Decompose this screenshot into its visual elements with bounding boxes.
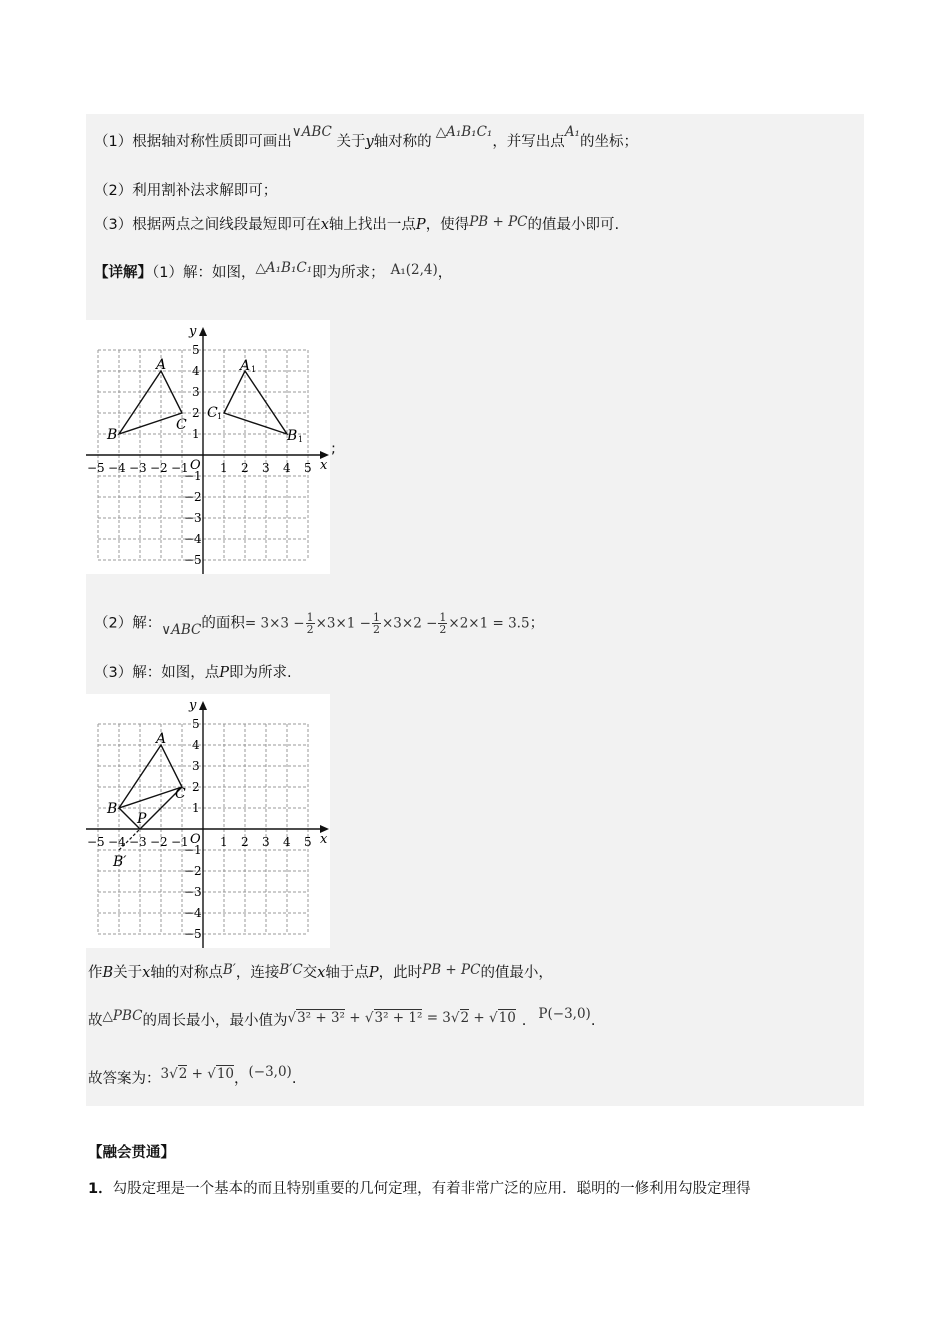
step-number: （1） [94,134,133,150]
operator: + [187,1066,208,1082]
radicand: 3² + 3² [297,1010,345,1026]
tick-label: 5 [304,461,312,475]
math-expression: ×3×2 − [381,615,438,632]
subscript: 1 [217,412,223,421]
tick-label: −1 [171,461,189,475]
math-b-prime-c: B′C [279,962,303,978]
vertex-a-label: A [156,357,167,373]
tick-label: −5 [184,553,202,567]
numerator: 1 [372,611,380,624]
tick-label: 5 [192,343,200,357]
text: 交 [302,965,318,981]
denominator: 2 [306,623,314,636]
question-number: 1． [88,1181,113,1197]
analysis-step-1 [94,124,638,153]
operator: = 3 [422,1010,451,1026]
tick-label: 2 [192,406,200,420]
tick-label: −5 [184,927,202,941]
analysis-step-3 [94,214,619,236]
axis-letter: x [320,217,329,233]
math-expression: ×3×1 − [315,615,371,632]
tick-label: 4 [283,461,291,475]
tick-label: 1 [192,427,200,441]
text: ， [437,265,453,281]
tick-label: −4 [108,835,126,849]
math-triangle-a1b1c1: △A₁B₁C₁ [255,260,313,276]
text: . [291,1071,297,1087]
math-expression: ×2×1 = 3.5 [448,615,530,632]
tick-label: −3 [184,511,202,525]
text: ，连接 [235,965,280,981]
tick-label: −5 [87,461,105,475]
question-1 [88,1178,751,1200]
numerator: 1 [439,611,447,624]
x-axis-label: x [320,458,328,473]
origin-label: O [190,832,201,847]
tick-label: −2 [184,864,202,878]
x-axis-label: x [320,832,328,847]
axis-letter: x [317,965,326,981]
point-letter: B [102,965,114,981]
triangle-abc [119,371,182,434]
detail-label: 【详解】 [94,265,152,281]
tick-label: 4 [192,364,200,378]
trailing-semicolon: ; [331,441,336,457]
radicand: 2 [460,1010,470,1026]
text: 故 [88,1013,103,1029]
point-letter: P [219,665,229,681]
tick-label: −1 [184,843,202,857]
text: ，此时 [378,965,423,981]
text: 的面积 [201,615,245,632]
conclusion-line-3 [88,1064,297,1090]
math-triangle-abc: ∨ABC [161,621,202,638]
text: 的值最小， [480,965,553,981]
text: 的周长最小，最小值为 [142,1013,288,1029]
tick-label: −2 [150,461,168,475]
coefficient: 3 [160,1066,170,1082]
text: 的值最小即可. [527,217,620,233]
text: ， [234,1071,249,1087]
vertex-a1-label: A [240,358,251,374]
math-answer-1: 3√2 + √10 [160,1066,234,1082]
vertex-labels [106,731,186,870]
fraction-half [306,612,315,635]
math-point-a1: A₁ [564,124,580,140]
y-arrow-icon [199,327,207,336]
math-pb-pc: PB + PC [422,962,481,978]
tick-label: 1 [192,801,200,815]
numerator: 1 [306,611,314,624]
text: . [521,1013,527,1029]
text: 利用割补法求解即可； [132,183,278,199]
tick-label: 2 [192,780,200,794]
text: 即为所求. [229,665,292,681]
math-b-prime: B′ [222,962,236,978]
operator: + [469,1010,489,1026]
part-2-line [94,611,545,638]
step-number: （3） [94,217,133,233]
tick-label: −4 [108,461,126,475]
coordinate-graph-1 [86,320,330,574]
text: 关于 [113,965,143,981]
tick-label: 2 [241,835,249,849]
graph-1-svg [86,320,330,574]
axis-letter: y [365,134,374,150]
vertex-b-label: B [107,427,118,443]
point-b-prime-label: B′ [113,854,127,870]
tick-label: −5 [87,835,105,849]
math-point-p: P(−3,0) [538,1006,591,1022]
tick-label: 4 [283,835,291,849]
tick-label: −4 [184,906,202,920]
tick-label: −3 [184,885,202,899]
text: 故答案为： [88,1071,161,1087]
text: ； [529,615,545,632]
denominator: 2 [439,623,447,636]
conclusion-line-2 [88,1006,596,1032]
text: ，并写出点 [492,134,565,150]
text: 即为所求； [312,265,385,281]
point-p-label: P [137,811,147,827]
math-minimum-value: √3² + 3² + √3² + 1² = 3√2 + √10 [287,1010,516,1026]
math-expression: = 3×3 − [244,615,305,632]
point-letter: P [368,965,379,981]
text: （2）解： [94,615,162,632]
vertex-c-label: C [176,417,187,433]
part-3-line [94,662,292,684]
y-arrow-icon [199,701,207,710]
text: 轴的对称点 [150,965,223,981]
subscript: 1 [251,365,257,374]
math-a1-coordinate: A₁(2,4) [390,262,438,278]
tick-label: 3 [192,385,200,399]
axis-letter: x [142,965,151,981]
tick-label: 3 [192,759,200,773]
tick-label: 3 [262,835,270,849]
operator: + [344,1010,365,1026]
triangle-abc [119,745,182,808]
vertex-a-label: A [156,731,167,747]
section-title: 【融会贯通】 [88,1145,175,1161]
math-triangle-pbc: △PBC [102,1008,143,1024]
radicand: 10 [216,1066,234,1082]
vertex-b1-label: B [287,428,298,444]
tick-label: 1 [220,835,228,849]
text: （3）解：如图，点 [94,665,220,681]
origin-label: O [190,458,201,473]
tick-label: 1 [220,461,228,475]
tick-label: 2 [241,461,249,475]
conclusion-line-1 [88,962,553,984]
tick-label: −1 [171,835,189,849]
y-axis-label: y [189,324,197,339]
math-pb-pc: PB + PC [469,214,528,230]
text: （1）解：如图， [152,265,256,281]
step-number: （2） [94,183,133,199]
tick-label: 3 [262,461,270,475]
text: 轴对称的 [373,134,432,150]
math-answer-2: (−3,0) [248,1064,292,1080]
question-text: 勾股定理是一个基本的而且特别重要的几何定理，有着非常广泛的应用．聪明的一修利用勾股定理得 [112,1181,751,1197]
tick-label: 5 [192,717,200,731]
math-triangle-a1b1c1: △A₁B₁C₁ [435,124,493,140]
fraction-half [438,612,447,635]
vertex-c-label: C [175,786,186,802]
vertex-labels [106,357,297,444]
text: 轴于点 [325,965,369,981]
graph-2-svg [86,694,330,948]
subscript: 1 [298,435,304,444]
vertex-b-label: B [107,801,118,817]
text: 的坐标； [579,134,638,150]
text: 根据两点之间线段最短即可在 [132,217,321,233]
text: 根据轴对称性质即可画出 [132,134,292,150]
tick-label: −2 [184,490,202,504]
radicand: 3² + 1² [374,1010,423,1026]
tick-label: 5 [304,835,312,849]
tick-label: −1 [184,469,202,483]
tick-label: −3 [129,835,147,849]
tick-label: −2 [150,835,168,849]
math-triangle-abc: ∨ABC [291,124,332,140]
text: 关于 [336,134,366,150]
triangle-a1b1c1 [224,371,287,434]
radicand: 10 [498,1010,516,1026]
text: ，使得 [425,217,470,233]
text: . [590,1013,596,1029]
detail-line [94,262,452,284]
tick-label: 4 [192,738,200,752]
tick-label: −4 [184,532,202,546]
radicand: 2 [178,1066,188,1082]
text: 轴上找出一点 [328,217,416,233]
analysis-step-2 [94,180,277,202]
vertex-c1-label: C [207,405,218,421]
y-axis-label: y [189,698,197,713]
point-letter: P [415,217,426,233]
denominator: 2 [372,623,380,636]
text: 作 [88,965,103,981]
tick-label: −3 [129,461,147,475]
fraction-half [372,612,381,635]
coordinate-graph-2 [86,694,330,948]
